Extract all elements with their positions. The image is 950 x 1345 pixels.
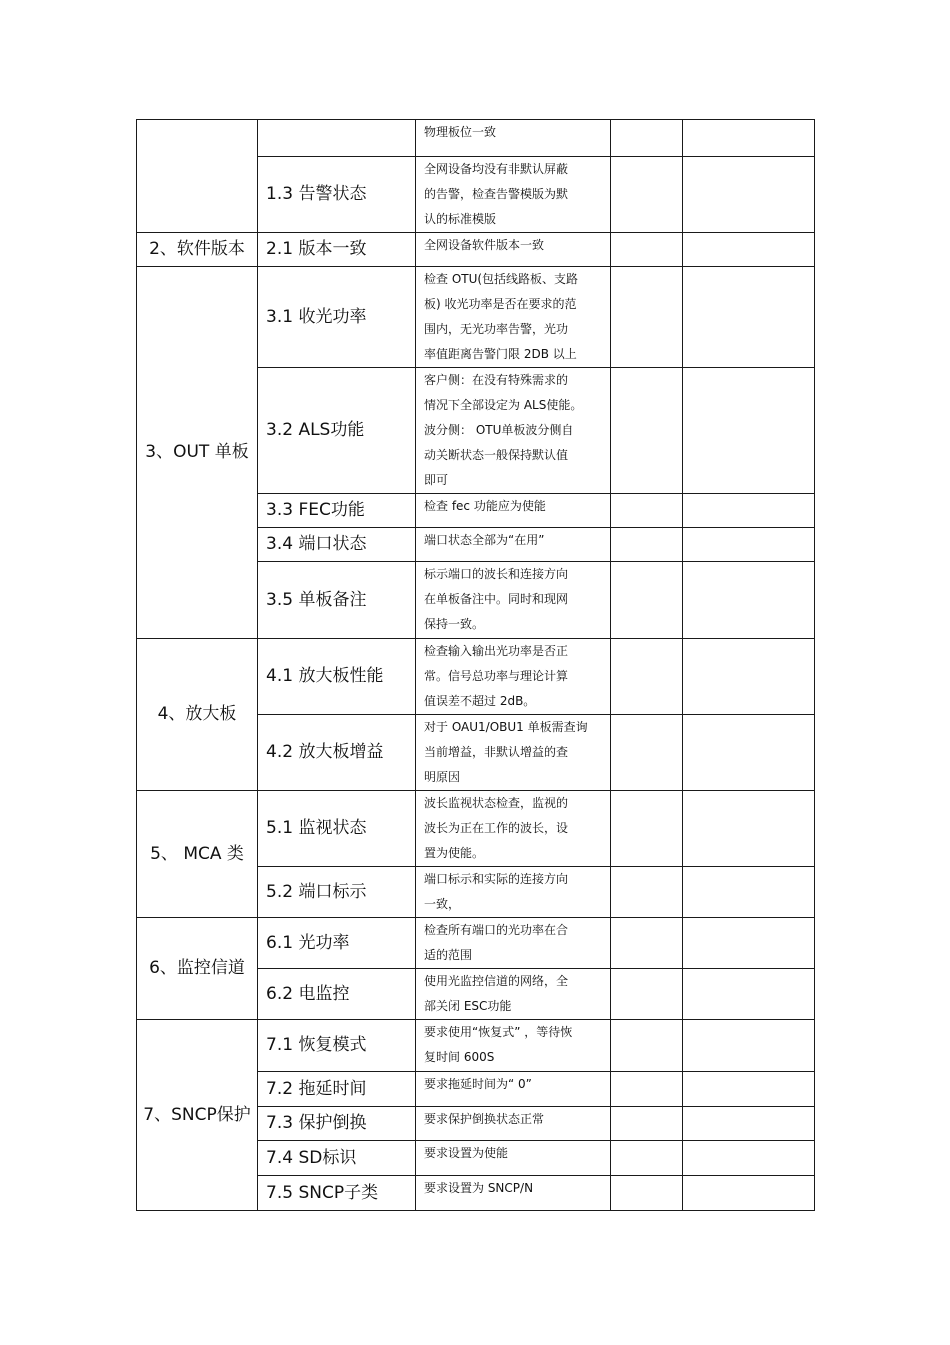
item-cell: 7.5 SNCP子类 — [258, 1176, 416, 1211]
result-cell[interactable] — [611, 1072, 683, 1107]
category-cell: 7、SNCP保护 — [137, 1020, 258, 1211]
remark-cell[interactable] — [683, 1141, 815, 1176]
item-cell: 3.2 ALS功能 — [258, 368, 416, 494]
table-row — [137, 639, 815, 715]
description-cell: 物理板位一致 — [416, 120, 611, 157]
remark-cell[interactable] — [683, 1107, 815, 1141]
item-cell: 3.4 端口状态 — [258, 528, 416, 562]
item-cell: 7.3 保护倒换 — [258, 1107, 416, 1141]
item-cell: 7.1 恢复模式 — [258, 1020, 416, 1072]
result-cell[interactable] — [611, 528, 683, 562]
result-cell[interactable] — [611, 368, 683, 494]
item-cell: 3.5 单板备注 — [258, 562, 416, 639]
remark-cell[interactable] — [683, 157, 815, 233]
remark-cell[interactable] — [683, 494, 815, 528]
item-cell: 3.3 FEC功能 — [258, 494, 416, 528]
table-row — [137, 791, 815, 867]
description-cell: 检查输入输出光功率是否正 常。信号总功率与理论计算 值误差不超过 2dB。 — [416, 639, 611, 715]
remark-cell[interactable] — [683, 120, 815, 157]
remark-cell[interactable] — [683, 715, 815, 791]
remark-cell[interactable] — [683, 867, 815, 918]
category-cell: 4、放大板 — [137, 639, 258, 791]
description-cell: 要求使用“恢复式” ，等待恢 复时间 600S — [416, 1020, 611, 1072]
result-cell[interactable] — [611, 1020, 683, 1072]
remark-cell[interactable] — [683, 639, 815, 715]
remark-cell[interactable] — [683, 267, 815, 368]
description-cell: 要求保护倒换状态正常 — [416, 1107, 611, 1141]
description-cell: 要求拖延时间为“ 0” — [416, 1072, 611, 1107]
description-cell: 要求设置为使能 — [416, 1141, 611, 1176]
result-cell[interactable] — [611, 267, 683, 368]
description-cell: 检查所有端口的光功率在合 适的范围 — [416, 918, 611, 969]
remark-cell[interactable] — [683, 969, 815, 1020]
item-cell: 7.4 SD标识 — [258, 1141, 416, 1176]
remark-cell[interactable] — [683, 1072, 815, 1107]
remark-cell[interactable] — [683, 233, 815, 267]
item-cell: 4.1 放大板性能 — [258, 639, 416, 715]
remark-cell[interactable] — [683, 791, 815, 867]
item-cell: 5.1 监视状态 — [258, 791, 416, 867]
table-row — [137, 1020, 815, 1072]
description-cell: 要求设置为 SNCP/N — [416, 1176, 611, 1211]
result-cell[interactable] — [611, 120, 683, 157]
description-cell: 标示端口的波长和连接方向 在单板备注中。同时和现网 保持一致。 — [416, 562, 611, 639]
result-cell[interactable] — [611, 1176, 683, 1211]
item-cell: 3.1 收光功率 — [258, 267, 416, 368]
result-cell[interactable] — [611, 867, 683, 918]
result-cell[interactable] — [611, 639, 683, 715]
result-cell[interactable] — [611, 969, 683, 1020]
table-row — [137, 233, 815, 267]
category-cell: 3、OUT 单板 — [137, 267, 258, 639]
description-cell: 波长监视状态检查，监视的 波长为正在工作的波长，设 置为使能。 — [416, 791, 611, 867]
result-cell[interactable] — [611, 494, 683, 528]
description-cell: 端口标示和实际的连接方向 一致， — [416, 867, 611, 918]
description-cell: 全网设备软件版本一致 — [416, 233, 611, 267]
description-cell: 客户侧：在没有特殊需求的 情况下全部设定为 ALS使能。 波分侧： OTU单板波分侧自 动关断状态一般保持默认值 即可 — [416, 368, 611, 494]
result-cell[interactable] — [611, 1141, 683, 1176]
table-row — [137, 918, 815, 969]
item-cell: 2.1 版本一致 — [258, 233, 416, 267]
item-cell: 1.3 告警状态 — [258, 157, 416, 233]
remark-cell[interactable] — [683, 1176, 815, 1211]
description-cell: 端口状态全部为“在用” — [416, 528, 611, 562]
remark-cell[interactable] — [683, 1020, 815, 1072]
table-row — [137, 267, 815, 368]
item-cell: 5.2 端口标示 — [258, 867, 416, 918]
result-cell[interactable] — [611, 233, 683, 267]
remark-cell[interactable] — [683, 918, 815, 969]
item-cell — [258, 120, 416, 157]
result-cell[interactable] — [611, 1107, 683, 1141]
item-cell: 6.2 电监控 — [258, 969, 416, 1020]
table-row — [137, 120, 815, 157]
result-cell[interactable] — [611, 562, 683, 639]
description-cell: 对于 OAU1/OBU1 单板需查询 当前增益，非默认增益的查 明原因 — [416, 715, 611, 791]
result-cell[interactable] — [611, 715, 683, 791]
category-cell: 6、监控信道 — [137, 918, 258, 1020]
item-cell: 7.2 拖延时间 — [258, 1072, 416, 1107]
description-cell: 检查 fec 功能应为使能 — [416, 494, 611, 528]
category-cell: 2、软件版本 — [137, 233, 258, 267]
category-cell: 5、 MCA 类 — [137, 791, 258, 918]
description-cell: 检查 OTU(包括线路板、支路 板) 收光功率是否在要求的范 围内，无光功率告警，光功 率值距离告警门限 2DB 以上 — [416, 267, 611, 368]
description-cell: 全网设备均没有非默认屏蔽 的告警，检查告警模版为默 认的标准模版 — [416, 157, 611, 233]
result-cell[interactable] — [611, 157, 683, 233]
item-cell: 4.2 放大板增益 — [258, 715, 416, 791]
remark-cell[interactable] — [683, 562, 815, 639]
description-cell: 使用光监控信道的网络，全 部关闭 ESC功能 — [416, 969, 611, 1020]
result-cell[interactable] — [611, 791, 683, 867]
remark-cell[interactable] — [683, 528, 815, 562]
result-cell[interactable] — [611, 918, 683, 969]
item-cell: 6.1 光功率 — [258, 918, 416, 969]
check-table — [136, 119, 815, 1211]
remark-cell[interactable] — [683, 368, 815, 494]
category-cell — [137, 120, 258, 233]
